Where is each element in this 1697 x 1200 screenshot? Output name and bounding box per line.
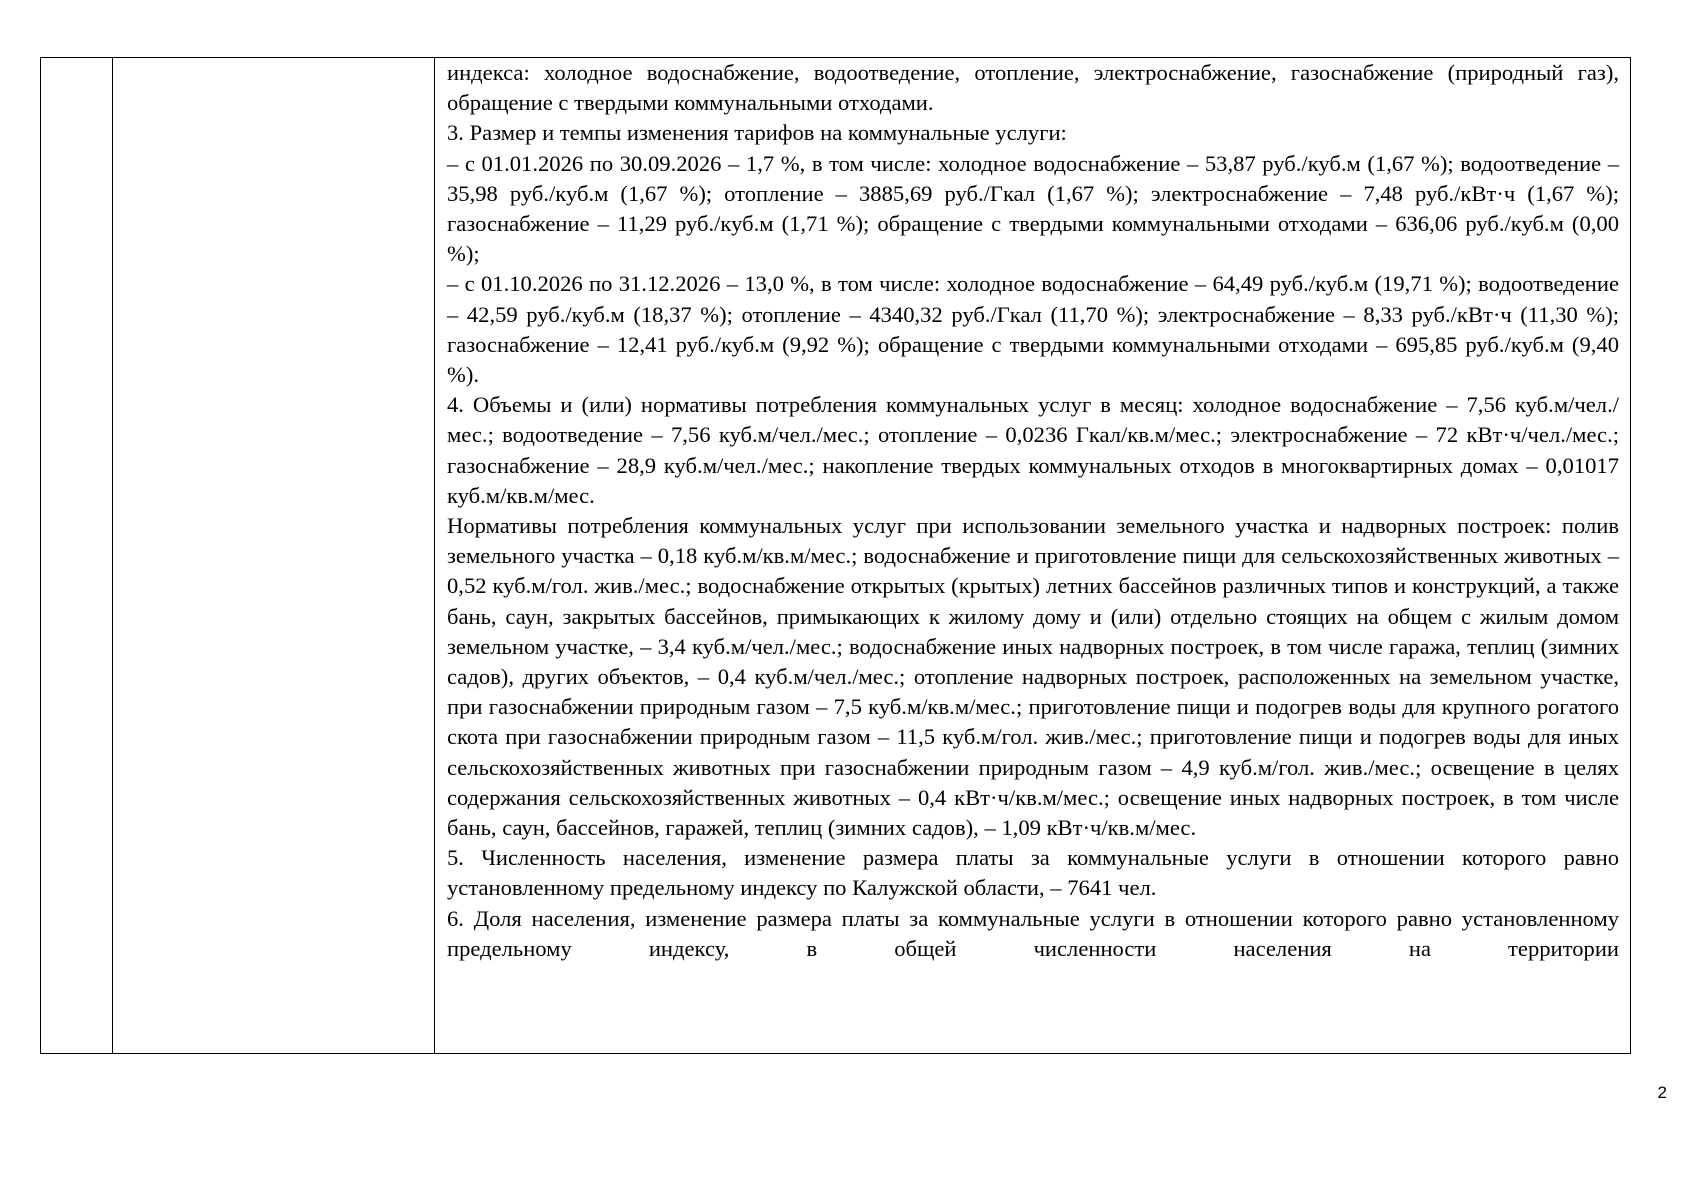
paragraph-population-share: 6. Доля населения, изменение размера платы за коммунальные услуги в отношении которого равно установленному предельному индексу, в общей численности населения на территории — [447, 905, 1619, 961]
paragraph-consumption-volumes: 4. Объемы и (или) нормативы потребления коммунальных услуг в месяц: холодное водоснабжение – 7,56 куб.м/чел./мес.; водоотведение – 7,56 куб.м/чел./мес.; отопление – 0,0236 Гкал/кв.м/мес.; электроснабжение – 72 кВт·ч/чел./мес.; газоснабжение – 28,9 куб.м/чел./мес.; накопление твердых коммунальных отходов в многоквартирных домах – 0,01017 куб.м/кв.м/мес. — [447, 392, 1619, 508]
document-table — [40, 57, 1631, 1054]
table-column-content — [435, 58, 1630, 1053]
page-number: 2 — [1657, 1083, 1667, 1102]
paragraph-population-count: 5. Численность населения, изменение размера платы за коммунальные услуги в отношении которого равно установленному предельному индексу по Калужской области, – 7641 чел. — [447, 845, 1619, 901]
paragraph-tariffs-period-1: – с 01.01.2026 по 30.09.2026 – 1,7 %, в том числе: холодное водоснабжение – 53,87 руб./куб.м (1,67 %); водоотведение – 35,98 руб./куб.м (1,67 %); отопление – 3885,69 руб./Гкал (1,67 %); электроснабжение – 7,48 руб./кВт·ч (1,67 %); газоснабжение – 11,29 руб./куб.м (1,71 %); обращение с твердыми коммунальными отходами – 636,06 руб./куб.м (0,00 %); — [447, 150, 1619, 267]
table-column-number — [41, 58, 113, 1053]
paragraph-tariffs-period-2: – с 01.10.2026 по 31.12.2026 – 13,0 %, в том числе: холодное водоснабжение – 64,49 руб./куб.м (19,71 %); водоотведение – 42,59 руб./куб.м (18,37 %); отопление – 4340,32 руб./Гкал (11,70 %); электроснабжение – 8,33 руб./кВт·ч (11,30 %); газоснабжение – 12,41 руб./куб.м (9,92 %); обращение с твердыми коммунальными отходами – 695,85 руб./куб.м (9,40 %). — [447, 271, 1619, 388]
table-column-name — [113, 58, 435, 1053]
paragraph-tariffs-heading: 3. Размер и темпы изменения тарифов на коммунальные услуги: — [447, 120, 1067, 146]
paragraph-land-plot-norms: Нормативы потребления коммунальных услуг при использовании земельного участка и надворных построек: полив земельного участка – 0,18 куб.м/кв.м/мес.; водоснабжение и приготовление пищи для сельскохозяйственных животных – 0,52 куб.м/гол. жив./мес.; водоснабжение открытых (крытых) летних бассейнов различных типов и конструкций, а также бань, саун, закрытых бассейнов, примыкающих к жилому дому и (или) отдельно стоящих на общем с жилым домом земельном участке, – 3,4 куб.м/чел./мес.; водоснабжение иных надворных построек, в том числе гаража, теплиц (зимних садов), других объектов, – 0,4 куб.м/чел./мес.; отопление надворных построек, расположенных на земельном участке, при газоснабжении природным газом – 7,5 куб.м/кв.м/мес.; приготовление пищи и подогрев воды для крупного рогатого скота при газоснабжении природным газом – 11,5 куб.м/гол. жив./мес.; приготовление пищи и подогрев воды для иных сельскохозяйственных животных при газоснабжении природным газом – 4,9 куб.м/гол. жив./мес.; освещение в целях содержания сельскохозяйственных животных – 0,4 кВт·ч/кв.м/мес.; освещение иных надворных построек, в том числе бань, саун, бассейнов, гаражей, теплиц (зимних садов), – 1,09 кВт·ч/кв.м/мес. — [447, 513, 1619, 841]
paragraph-index-continuation: индекса: холодное водоснабжение, водоотведение, отопление, электроснабжение, газоснабжение (природный газ), обращение с твердыми коммунальными отходами. — [447, 60, 1619, 116]
